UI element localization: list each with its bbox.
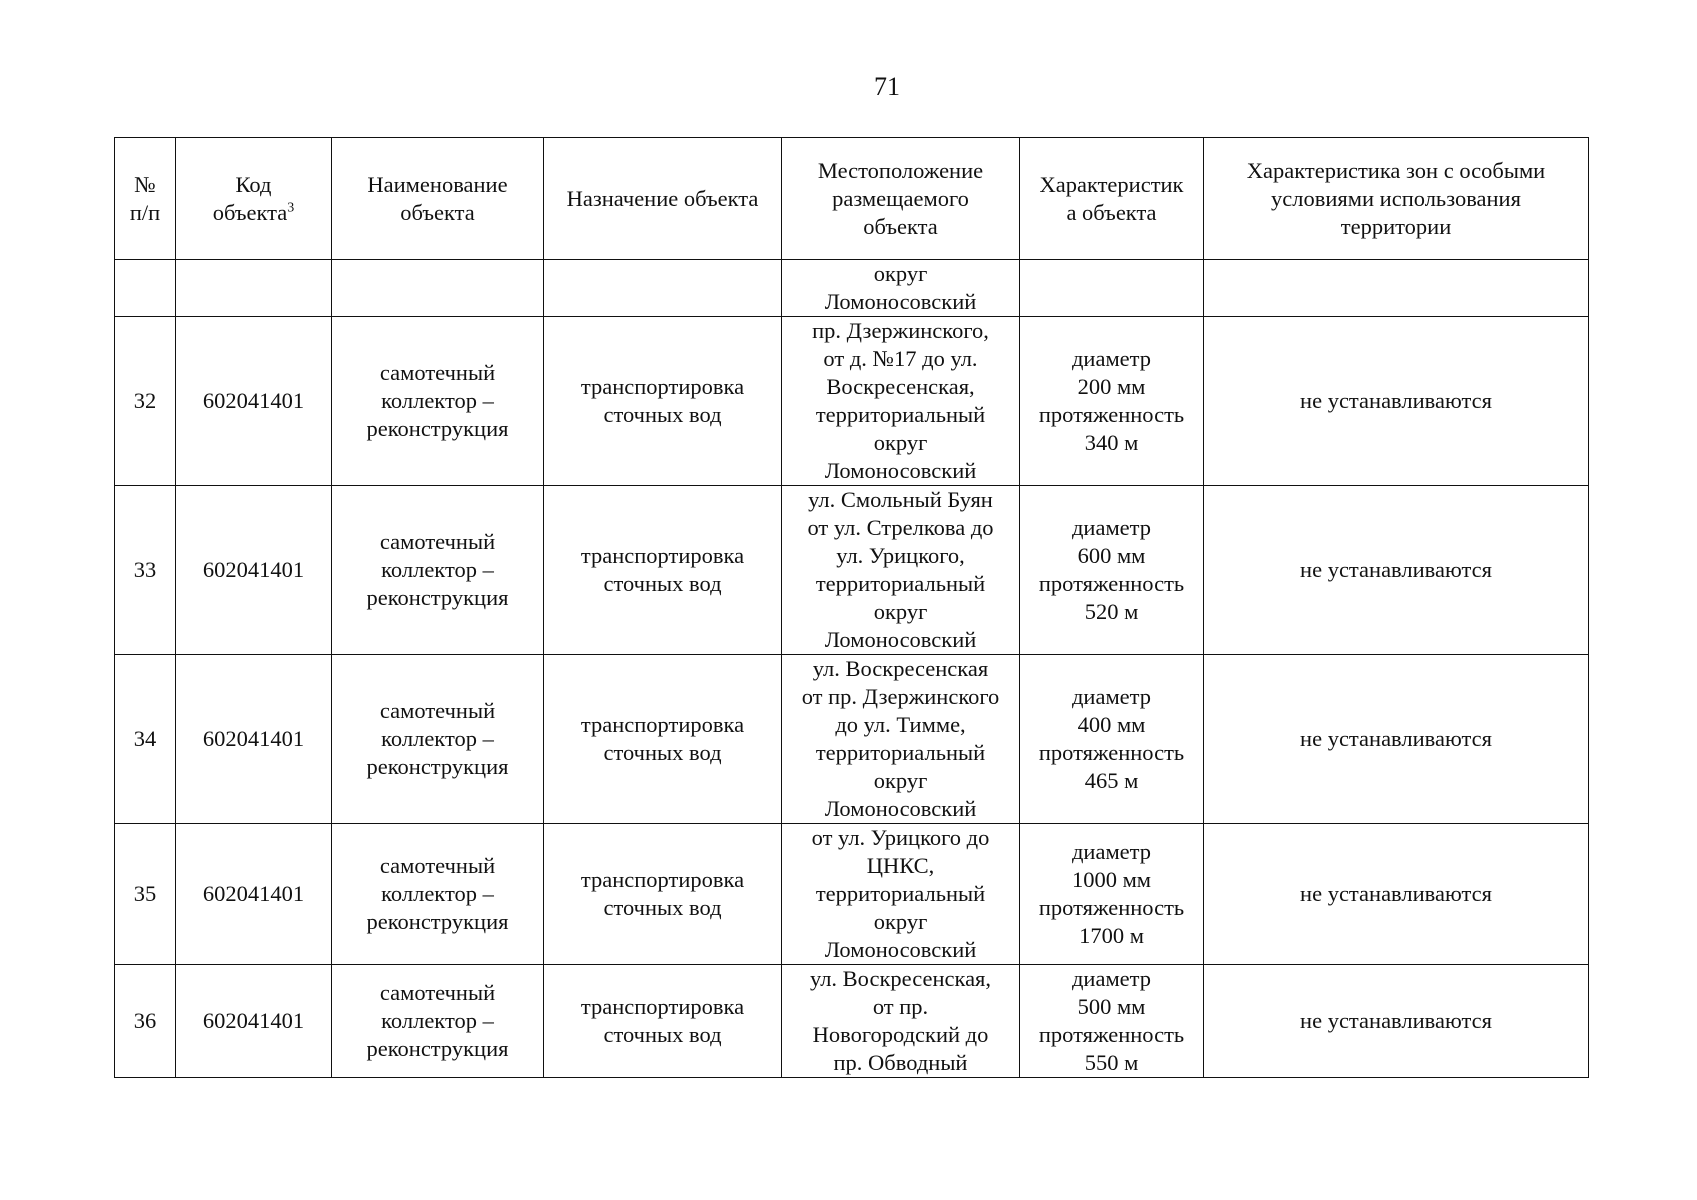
header-characteristics-label: Характеристик а объекта bbox=[1039, 171, 1184, 225]
page-number: 71 bbox=[874, 72, 900, 101]
cell-name: самотечный коллектор – реконструкция bbox=[332, 965, 544, 1078]
cell-num: 35 bbox=[115, 824, 176, 965]
header-zones bbox=[1204, 138, 1589, 260]
table-row bbox=[115, 655, 1589, 824]
cell-zones: не устанавливаются bbox=[1204, 824, 1589, 965]
cell-code: 602041401 bbox=[176, 824, 332, 965]
cell-purpose: транспортировка сточных вод bbox=[544, 317, 782, 486]
cell-name bbox=[332, 260, 544, 317]
cell-name: самотечный коллектор – реконструкция bbox=[332, 317, 544, 486]
cell-location: ул. Воскресенская от пр. Дзержинского до ул. Тимме, территориальный округ Ломоносовский bbox=[782, 655, 1020, 824]
header-num bbox=[115, 138, 176, 260]
table-row bbox=[115, 317, 1589, 486]
cell-purpose: транспортировка сточных вод bbox=[544, 655, 782, 824]
header-code bbox=[176, 138, 332, 260]
cell-characteristics: диаметр 600 мм протяженность 520 м bbox=[1020, 486, 1204, 655]
header-num-label: № п/п bbox=[129, 171, 161, 225]
header-purpose bbox=[544, 138, 782, 260]
cell-location: ул. Воскресенская, от пр. Новогородский до пр. Обводный bbox=[782, 965, 1020, 1078]
header-code-footnote: 3 bbox=[287, 200, 295, 215]
table-row bbox=[115, 824, 1589, 965]
table-header bbox=[115, 138, 1589, 260]
header-code-label: Код объекта bbox=[212, 171, 288, 225]
cell-zones: не устанавливаются bbox=[1204, 486, 1589, 655]
objects-table bbox=[114, 137, 1589, 1078]
cell-code: 602041401 bbox=[176, 655, 332, 824]
cell-num: 34 bbox=[115, 655, 176, 824]
table-row bbox=[115, 965, 1589, 1078]
cell-zones: не устанавливаются bbox=[1204, 965, 1589, 1078]
header-characteristics bbox=[1020, 138, 1204, 260]
header-name bbox=[332, 138, 544, 260]
cell-characteristics: диаметр 200 мм протяженность 340 м bbox=[1020, 317, 1204, 486]
cell-purpose: транспортировка сточных вод bbox=[544, 965, 782, 1078]
table-row bbox=[115, 486, 1589, 655]
header-location bbox=[782, 138, 1020, 260]
cell-name: самотечный коллектор – реконструкция bbox=[332, 824, 544, 965]
cell-code: 602041401 bbox=[176, 317, 332, 486]
cell-code: 602041401 bbox=[176, 965, 332, 1078]
cell-purpose bbox=[544, 260, 782, 317]
cell-zones: не устанавливаются bbox=[1204, 317, 1589, 486]
cell-location: ул. Смольный Буян от ул. Стрелкова до ул. Урицкого, территориальный округ Ломоносовский bbox=[782, 486, 1020, 655]
cell-purpose: транспортировка сточных вод bbox=[544, 486, 782, 655]
cell-code bbox=[176, 260, 332, 317]
cell-characteristics: диаметр 500 мм протяженность 550 м bbox=[1020, 965, 1204, 1078]
header-location-label: Местоположение размещаемого объекта bbox=[817, 157, 984, 239]
cell-zones bbox=[1204, 260, 1589, 317]
cell-location: пр. Дзержинского, от д. №17 до ул. Воскресенская, территориальный округ Ломоносовский bbox=[782, 317, 1020, 486]
header-purpose-label: Назначение объекта bbox=[566, 185, 759, 211]
header-name-label: Наименование объекта bbox=[367, 171, 508, 225]
table-body bbox=[115, 260, 1589, 1078]
cell-characteristics: диаметр 400 мм протяженность 465 м bbox=[1020, 655, 1204, 824]
cell-num: 36 bbox=[115, 965, 176, 1078]
cell-num: 33 bbox=[115, 486, 176, 655]
cell-purpose: транспортировка сточных вод bbox=[544, 824, 782, 965]
header-row bbox=[115, 138, 1589, 260]
header-zones-label: Характеристика зон с особыми условиями использования территории bbox=[1246, 157, 1546, 239]
cell-num bbox=[115, 260, 176, 317]
cell-zones: не устанавливаются bbox=[1204, 655, 1589, 824]
cell-location: округ Ломоносовский bbox=[782, 260, 1020, 317]
table-row-continuation bbox=[115, 260, 1589, 317]
cell-location: от ул. Урицкого до ЦНКС, территориальный округ Ломоносовский bbox=[782, 824, 1020, 965]
cell-num: 32 bbox=[115, 317, 176, 486]
cell-characteristics bbox=[1020, 260, 1204, 317]
cell-name: самотечный коллектор – реконструкция bbox=[332, 486, 544, 655]
cell-code: 602041401 bbox=[176, 486, 332, 655]
cell-name: самотечный коллектор – реконструкция bbox=[332, 655, 544, 824]
cell-characteristics: диаметр 1000 мм протяженность 1700 м bbox=[1020, 824, 1204, 965]
